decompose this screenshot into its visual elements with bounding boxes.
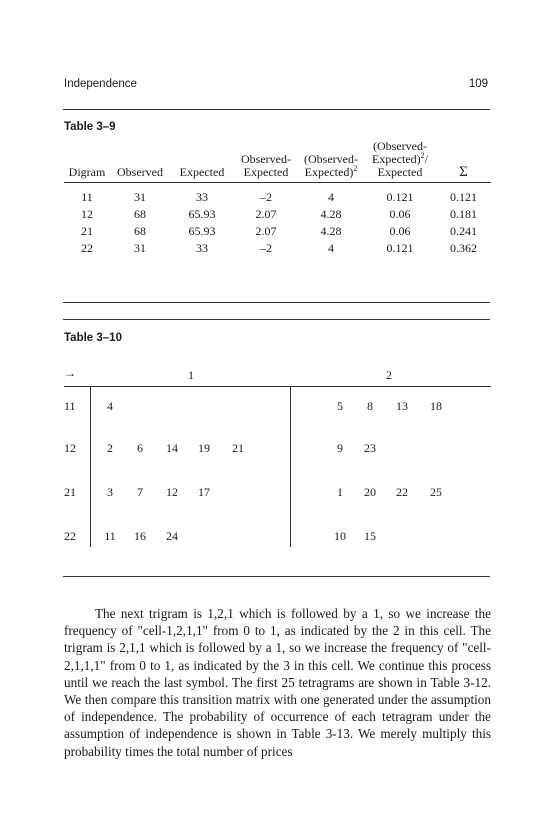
table-cell: 4 — [328, 190, 334, 204]
col-squared-difference: (Observed- Expected)$^2$ — [298, 140, 364, 183]
running-header-section: Independence — [64, 78, 137, 90]
table-row — [64, 240, 491, 257]
body-paragraph: The next trigram is 1,2,1 which is followed by a 1, so we increase the frequency of "cell-1,2,1,1" from 0 to 1, as indicated by the 2 in this cell. The trigram is 2,1,1 which is followed by a 1, so we increase the frequency of "cell-2,1,1,1" from 0 to 1, as indicated by the 3 in this cell. We continue this process until we reach the last symbol. The first 25 tetragrams are shown in Table 3-12. We then compare this transition matrix with one generated under the assumption of independence. The probability of occurrence of each tetragram under the assumption of independence is shown in Table 3-13. We merely multiply this probability times the total number of prices — [64, 606, 491, 759]
grid-cell: 20 — [364, 485, 376, 499]
col-digram: Digram — [64, 140, 110, 183]
grid-cell: 5 — [337, 399, 343, 413]
grid-cell: 12 — [166, 485, 178, 499]
table-cell: 31 — [134, 190, 146, 204]
table-row — [64, 206, 491, 223]
table-3-10 — [64, 362, 491, 572]
table-cell: 0.362 — [450, 241, 477, 255]
col-observed-minus-expected: Observed- Expected — [234, 140, 298, 183]
grid-cell: 8 — [367, 399, 373, 413]
table-cell: 0.121 — [386, 241, 414, 255]
grid-cell: 6 — [137, 441, 143, 455]
grid-cell: 15 — [364, 529, 376, 543]
table-row — [64, 183, 491, 207]
col-sigma: Σ — [436, 140, 491, 183]
table-cell: 4.28 — [320, 224, 342, 238]
col-observed: Observed — [110, 140, 170, 183]
table-cell: 68 — [134, 224, 146, 238]
table-3-9-top-rule — [63, 109, 490, 110]
table-cell: 65.93 — [188, 207, 216, 221]
table-cell: 21 — [81, 224, 93, 238]
grid-cell: 9 — [337, 441, 343, 455]
grid-cell: 19 — [198, 441, 210, 455]
table-cell: 12 — [81, 207, 93, 221]
grid-cell: 14 — [166, 441, 178, 455]
table-3-10-row-divider — [90, 387, 91, 547]
table-3-10-column-divider — [290, 387, 291, 547]
row-label: 21 — [64, 485, 76, 499]
grid-cell: 24 — [166, 529, 178, 543]
row-label: 11 — [64, 399, 76, 413]
grid-cell: 11 — [104, 529, 116, 543]
table-3-9-bottom-rule — [63, 302, 490, 303]
table-cell: 0.06 — [389, 207, 411, 221]
grid-cell: 23 — [364, 441, 376, 455]
table-cell: 31 — [134, 241, 146, 255]
table-cell: 0.121 — [386, 190, 414, 204]
col-header-2: 2 — [386, 368, 392, 382]
grid-cell: 10 — [334, 529, 346, 543]
grid-cell: 17 — [198, 485, 210, 499]
table-cell: 0.06 — [389, 224, 411, 238]
table-cell: 65.93 — [188, 224, 216, 238]
grid-cell: 16 — [134, 529, 146, 543]
page-number: 109 — [468, 78, 488, 90]
grid-cell: 18 — [430, 399, 442, 413]
table-cell: 11 — [81, 190, 93, 204]
col-expected: Expected — [170, 140, 234, 183]
table-cell: –2 — [260, 190, 272, 204]
table-cell: 22 — [81, 241, 93, 255]
table-cell: 33 — [196, 190, 208, 204]
grid-cell: 7 — [137, 485, 143, 499]
table-cell: 0.121 — [450, 190, 477, 204]
table-cell: 0.181 — [450, 207, 477, 221]
table-cell: 0.241 — [450, 224, 477, 238]
table-row — [64, 223, 491, 240]
table-3-10-top-rule — [63, 319, 490, 320]
grid-cell: 1 — [337, 485, 343, 499]
table-cell: 2.07 — [255, 224, 277, 238]
grid-cell: 22 — [396, 485, 408, 499]
grid-cell: 13 — [396, 399, 408, 413]
table-3-9 — [64, 140, 491, 257]
table-cell: 68 — [134, 207, 146, 221]
grid-cell: 21 — [232, 441, 244, 455]
table-3-10-title: Table 3–10 — [64, 332, 122, 344]
table-cell: 33 — [196, 241, 208, 255]
col-chi-component: (Observed- Expected)$^2$/ Expected — [364, 140, 436, 183]
table-cell: 4.28 — [320, 207, 342, 221]
table-cell: –2 — [260, 241, 272, 255]
row-label: 12 — [64, 441, 76, 455]
col-header-1: 1 — [188, 368, 194, 382]
table-cell: 2.07 — [255, 207, 277, 221]
table-3-9-header-row — [64, 140, 491, 183]
grid-cell: 25 — [430, 485, 442, 499]
table-3-10-bottom-rule — [63, 576, 490, 577]
grid-cell: 3 — [107, 485, 113, 499]
table-3-10-header-rule — [64, 386, 491, 387]
table-3-9-title: Table 3–9 — [64, 121, 116, 133]
grid-cell: 2 — [107, 441, 113, 455]
table-cell: 4 — [328, 241, 334, 255]
grid-cell: 4 — [107, 399, 113, 413]
transition-arrow: → — [64, 366, 76, 380]
row-label: 22 — [64, 529, 76, 543]
